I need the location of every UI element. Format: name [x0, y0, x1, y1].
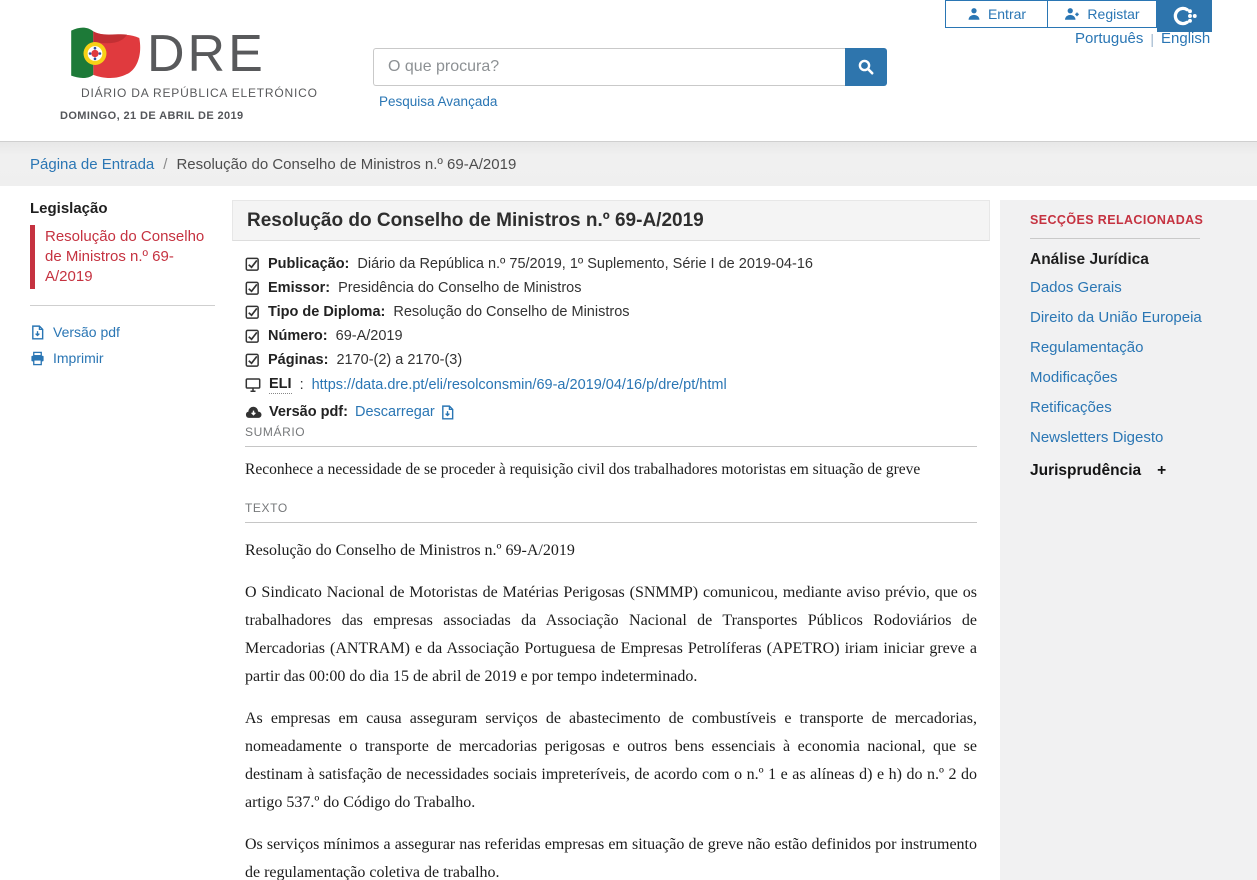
meta-label: Emissor:	[268, 280, 331, 296]
meta-label: Tipo de Diploma:	[268, 304, 386, 320]
meta-label: Páginas:	[268, 352, 329, 368]
user-plus-icon	[1064, 7, 1080, 21]
eli-label: ELI	[269, 376, 292, 392]
pdf-file-icon	[440, 405, 455, 420]
pdf-download-link[interactable]	[355, 404, 455, 420]
checkbox-checked-icon	[245, 353, 260, 368]
accessibility-button[interactable]	[1157, 0, 1212, 32]
meta-value: 2170-(2) a 2170-(3)	[336, 352, 463, 368]
language-switcher	[1075, 30, 1210, 47]
related-link-modificacoes[interactable]: Modificações	[1030, 369, 1118, 386]
logo-acronym: DRE	[147, 25, 266, 83]
expand-plus-icon[interactable]: +	[1157, 462, 1167, 479]
auth-group	[945, 0, 1212, 32]
related-sections-panel	[1000, 200, 1257, 880]
login-label: Entrar	[987, 6, 1027, 22]
breadcrumb-current: Resolução do Conselho de Ministros n.º 69-A/2019	[176, 155, 517, 173]
related-group-title: Análise Jurídica	[1030, 251, 1149, 268]
user-icon	[967, 7, 981, 21]
breadcrumb-separator: /	[163, 155, 168, 173]
register-label: Registar	[1087, 6, 1140, 22]
login-button[interactable]	[945, 0, 1048, 28]
related-divider	[1030, 238, 1200, 239]
summary-text: Reconhece a necessidade de se proceder à requisição civil dos trabalhadores motoristas em situação de greve	[245, 461, 921, 478]
pdf-file-icon	[30, 325, 45, 340]
related-link-regulamentacao[interactable]: Regulamentação	[1030, 339, 1144, 356]
language-english-link[interactable]: English	[1161, 30, 1211, 47]
sidebar-print-link[interactable]	[30, 350, 218, 366]
meta-row-numero	[245, 327, 977, 345]
sidebar-print-label: Imprimir	[53, 350, 104, 366]
cloud-download-icon	[245, 406, 262, 419]
document-paragraph: O Sindicato Nacional de Motoristas de Matérias Perigosas (SNMMP) comunicou, mediante aviso prévio, que os trabalhadores das empresas associadas da Associação Nacional de Transportes Públicos Rodoviários de Mercadorias (ANTRAM) e da Associação Portuguesa de Empresas Petrolíferas (APETRO) iriam iniciar greve a partir das 00:00 do dia 15 de abril de 2019 e por tempo indeterminado.	[245, 584, 977, 685]
print-icon	[30, 351, 45, 366]
related-link-direito-uniao-europeia[interactable]: Direito da União Europeia	[1030, 309, 1202, 326]
logo-tagline: DIÁRIO DA REPÚBLICA ELETRÓNICO	[81, 86, 318, 100]
document-panel	[232, 200, 990, 880]
search-input[interactable]	[373, 48, 845, 86]
checkbox-checked-icon	[245, 281, 260, 296]
meta-value: Diário da República n.º 75/2019, 1º Suplemento, Série I de 2019-04-16	[357, 256, 813, 272]
search-button[interactable]	[845, 48, 887, 86]
monitor-icon	[245, 377, 261, 393]
eli-separator: :	[299, 376, 304, 393]
pdf-download-label: Descarregar	[354, 404, 435, 420]
eli-url-link[interactable]: https://data.dre.pt/eli/resolconsmin/69-a/2019/04/16/p/dre/pt/html	[311, 376, 727, 393]
accessibility-icon	[1172, 6, 1198, 26]
search-area	[373, 48, 887, 111]
related-link-newsletters-digesto[interactable]: Newsletters Digesto	[1030, 429, 1164, 446]
language-portuguese-link[interactable]: Português	[1075, 30, 1144, 47]
document-paragraph: Os serviços mínimos a assegurar nas referidas empresas em situação de greve não estão definidos por instrumento de regulamentação coletiva de trabalho.	[245, 836, 977, 880]
meta-label: Publicação:	[268, 256, 350, 272]
document-paragraph: Resolução do Conselho de Ministros n.º 69-A/2019	[245, 542, 575, 559]
register-button[interactable]	[1047, 0, 1157, 28]
pdf-version-label: Versão pdf:	[269, 404, 348, 420]
current-date: DOMINGO, 21 DE ABRIL DE 2019	[60, 110, 244, 122]
checkbox-checked-icon	[245, 257, 260, 272]
document-title-band	[232, 200, 990, 241]
left-sidebar	[30, 200, 218, 376]
header	[0, 0, 1257, 141]
text-heading: TEXTO	[245, 501, 977, 523]
jurisprudencia-label: Jurisprudência	[1030, 462, 1142, 479]
meta-value: 69-A/2019	[335, 328, 403, 344]
page-title: Resolução do Conselho de Ministros n.º 69-A/2019	[247, 209, 704, 231]
meta-row-emissor	[245, 279, 977, 297]
document-paragraph: As empresas em causa asseguram serviços de abastecimento de combustíveis e transporte de mercadorias, nomeadamente o transporte de mercadorias perigosas e outros bens essenciais à economia nacional, que se destinam à satisfação de necessidades sociais impreteríveis, de acordo com o n.º 1 e as alíneas d) e h) do n.º 2 do artigo 537.º do Código do Trabalho.	[245, 710, 977, 811]
checkbox-checked-icon	[245, 305, 260, 320]
related-link-retificacoes[interactable]: Retificações	[1030, 399, 1112, 416]
sidebar-pdf-label: Versão pdf	[53, 324, 120, 340]
related-link-dados-gerais[interactable]: Dados Gerais	[1030, 279, 1122, 296]
meta-row-tipo	[245, 303, 977, 321]
sidebar-active-item[interactable]: Resolução do Conselho de Ministros n.º 69-A/2019	[30, 225, 218, 289]
related-expandable-jurisprudencia[interactable]	[1030, 462, 1221, 480]
related-sections-heading: SECÇÕES RELACIONADAS	[1030, 213, 1204, 227]
language-separator: |	[1150, 30, 1155, 47]
meta-row-publicacao	[245, 255, 977, 273]
sidebar-divider	[30, 305, 215, 306]
sidebar-section-title: Legislação	[30, 200, 108, 217]
meta-value: Presidência do Conselho de Ministros	[338, 280, 582, 296]
advanced-search-link[interactable]: Pesquisa Avançada	[379, 94, 498, 109]
portugal-flag-icon	[63, 24, 145, 88]
breadcrumb	[0, 141, 1257, 186]
meta-value: Resolução do Conselho de Ministros	[393, 304, 630, 320]
breadcrumb-home-link[interactable]: Página de Entrada	[30, 155, 155, 173]
summary-heading: SUMÁRIO	[245, 425, 977, 447]
meta-row-paginas	[245, 351, 977, 369]
site-logo[interactable]	[63, 24, 318, 100]
checkbox-checked-icon	[245, 329, 260, 344]
sidebar-pdf-link[interactable]	[30, 324, 218, 340]
search-icon	[857, 58, 875, 76]
meta-label: Número:	[268, 328, 328, 344]
meta-row-eli	[245, 375, 977, 394]
pdf-version-row	[245, 404, 977, 420]
